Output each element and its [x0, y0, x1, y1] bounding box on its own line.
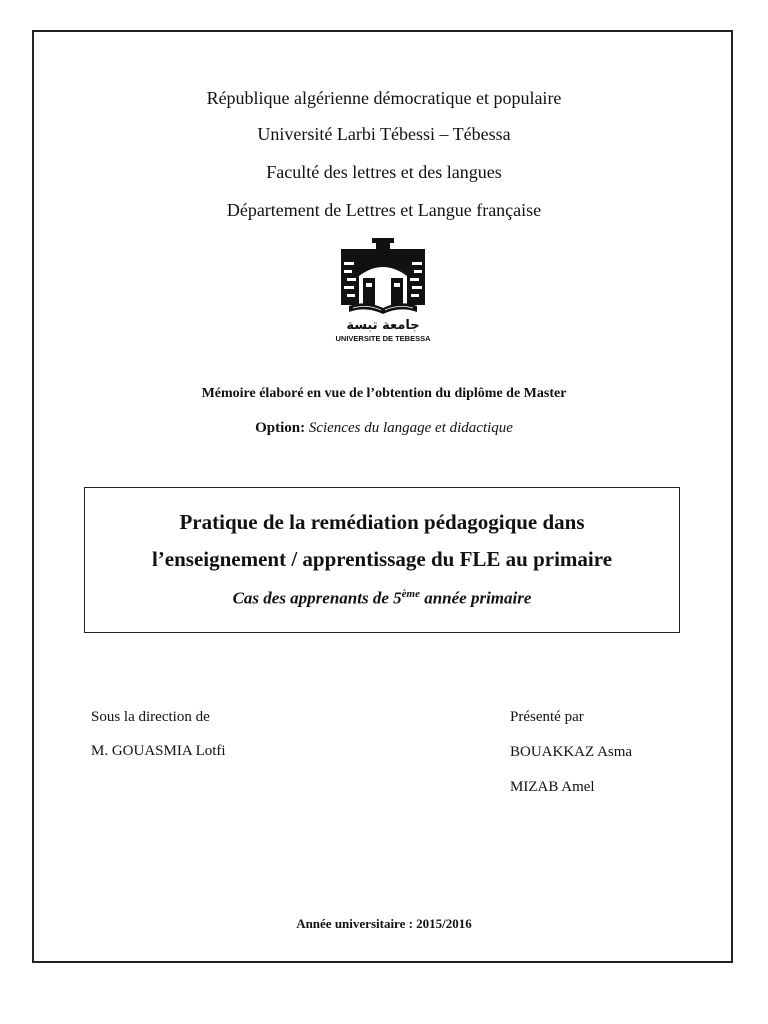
- university-logo: [333, 236, 433, 344]
- direction-label: Sous la direction de: [91, 709, 210, 725]
- header-republic: République algérienne démocratique et populaire: [206, 88, 562, 108]
- presented-label: Présenté par: [510, 709, 584, 725]
- logo-caption: UNIVERSITE DE TEBESSA: [335, 334, 431, 343]
- thesis-title-box: [84, 487, 680, 633]
- option-value: Sciences du langage et didactique: [308, 420, 513, 436]
- header-department: Département de Lettres et Langue française: [226, 200, 542, 220]
- option-line: [0, 420, 768, 437]
- header-university: Université Larbi Tébessi – Tébessa: [257, 124, 511, 144]
- header-faculty: Faculté des lettres et des langues: [266, 162, 502, 182]
- option-label: Option:: [255, 420, 306, 436]
- thesis-title-line2: l’enseignement / apprentissage du FLE au primaire: [151, 547, 613, 571]
- memoire-statement: Mémoire élaboré en vue de l’obtention du diplôme de Master: [201, 386, 567, 401]
- supervisor-name: M. GOUASMIA Lotfi: [91, 743, 226, 759]
- thesis-title-line1: Pratique de la remédiation pédagogique dans: [179, 510, 585, 534]
- thesis-subtitle: Cas des apprenants de 5ème année primaire: [232, 588, 532, 608]
- author-name: MIZAB Amel: [510, 779, 595, 795]
- author-name: BOUAKKAZ Asma: [510, 744, 633, 760]
- academic-year: Année universitaire : 2015/2016: [296, 916, 472, 931]
- logo-arabic-text: جامعة تبسة: [346, 318, 420, 333]
